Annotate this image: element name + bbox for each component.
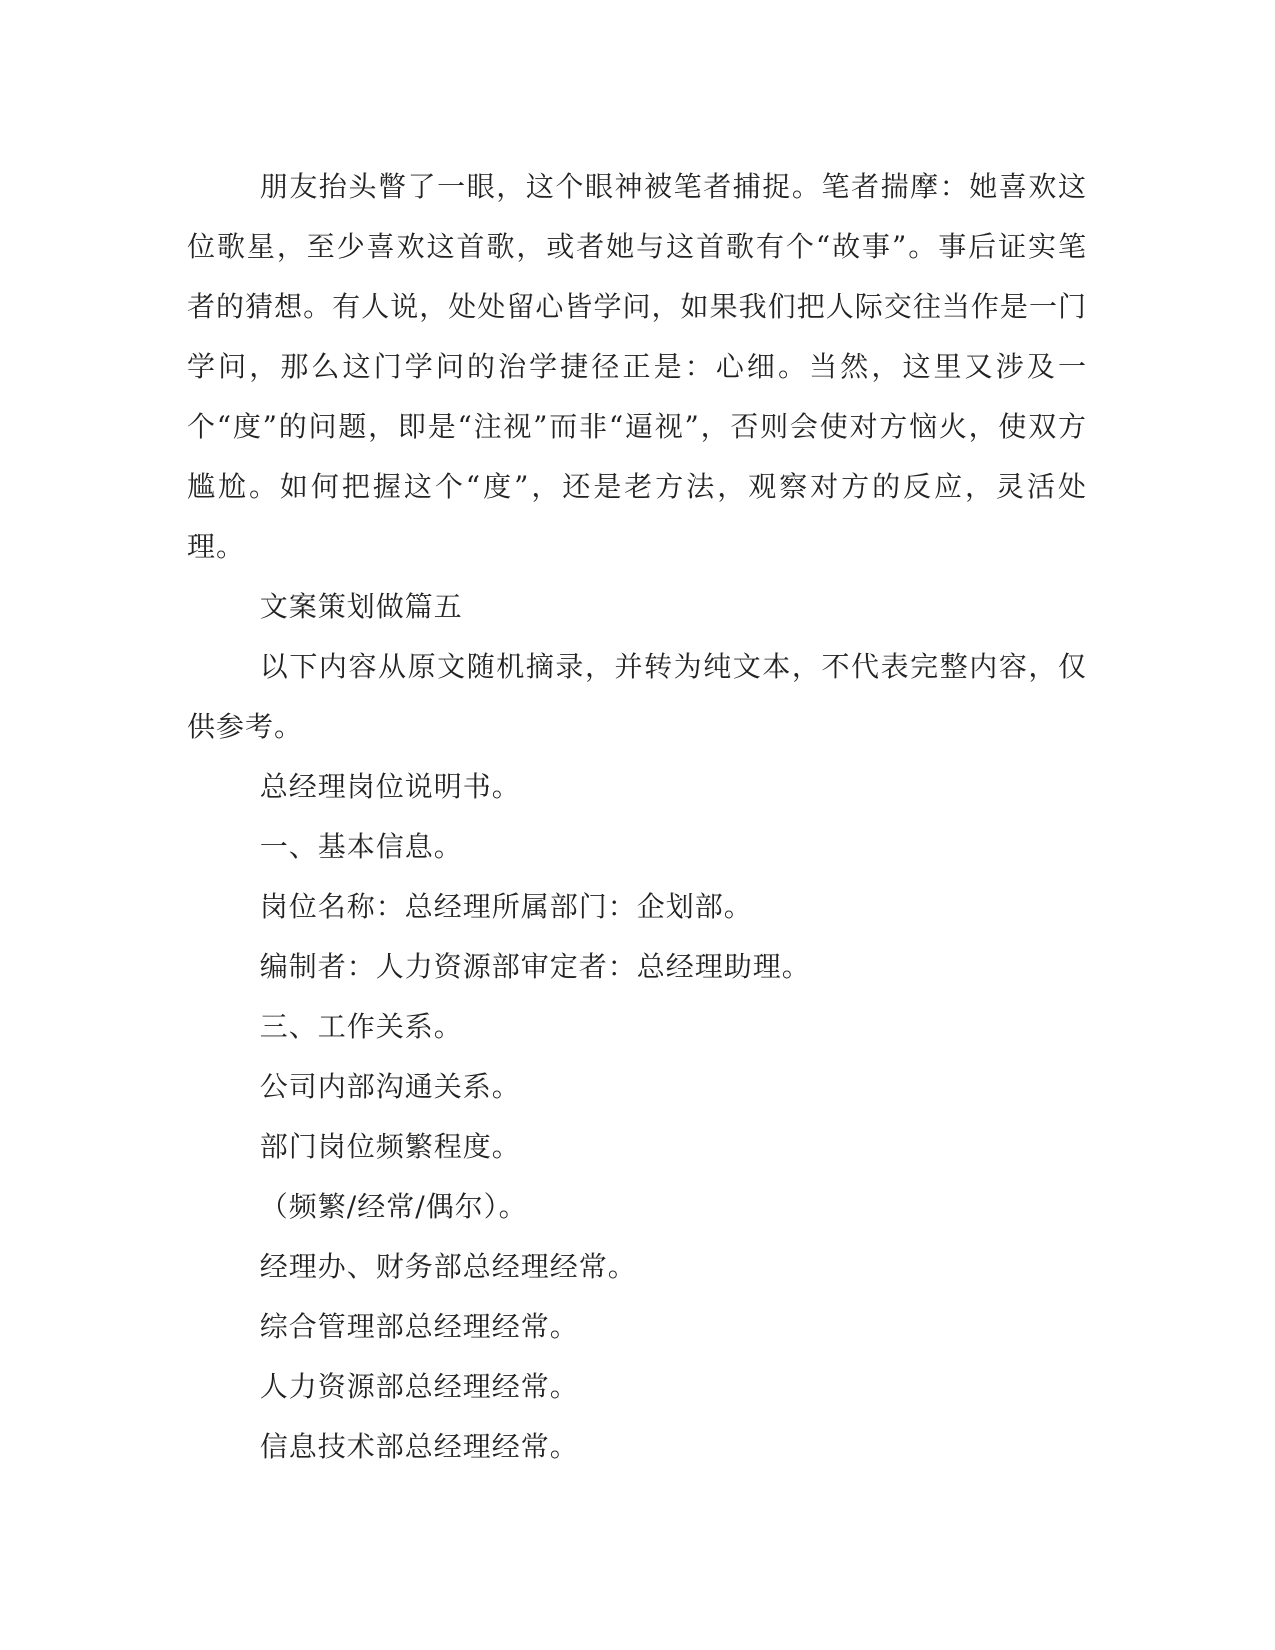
internal-communication-line: 公司内部沟通关系。 (259, 1070, 521, 1103)
excerpt-notice: 以下内容从原文随机摘录，并转为纯文本，不代表完整内容，仅供参考。 (187, 650, 1087, 743)
job-description-title: 总经理岗位说明书。 (259, 770, 521, 803)
basic-info-heading: 一、基本信息。 (259, 830, 463, 863)
frequency-header-line: 部门岗位频繁程度。 (259, 1130, 521, 1163)
frequency-options-line: （频繁/经常/偶尔）。 (259, 1190, 528, 1223)
relation-row-human-resources: 人力资源部总经理经常。 (259, 1370, 579, 1403)
position-name-line: 岗位名称：总经理所属部门：企划部。 (259, 890, 753, 923)
relation-row-information-technology: 信息技术部总经理经常。 (259, 1430, 579, 1463)
paragraph-observation-story: 朋友抬头瞥了一眼，这个眼神被笔者捕捉。笔者揣摩：她喜欢这位歌星，至少喜欢这首歌，或者她与这首歌有个“故事”。事后证实笔者的猜想。有人说，处处留心皆学问，如果我们把人际交往当作是一门学问，那么这门学问的治学捷径正是：心细。当然，这里又涉及一个“度”的问题，即是“注视”而非“逼视”，否则会使对方恼火，使双方尴尬。如何把握这个“度”，还是老方法，观察对方的反应，灵活处理。 (187, 170, 1087, 563)
section-heading-part-five: 文案策划做篇五 (259, 590, 463, 623)
work-relations-heading: 三、工作关系。 (259, 1010, 463, 1043)
relation-row-general-management: 综合管理部总经理经常。 (259, 1310, 579, 1343)
relation-row-office-finance: 经理办、财务部总经理经常。 (259, 1250, 637, 1283)
document-body (187, 157, 1087, 1477)
compiler-line: 编制者：人力资源部审定者：总经理助理。 (259, 950, 811, 983)
